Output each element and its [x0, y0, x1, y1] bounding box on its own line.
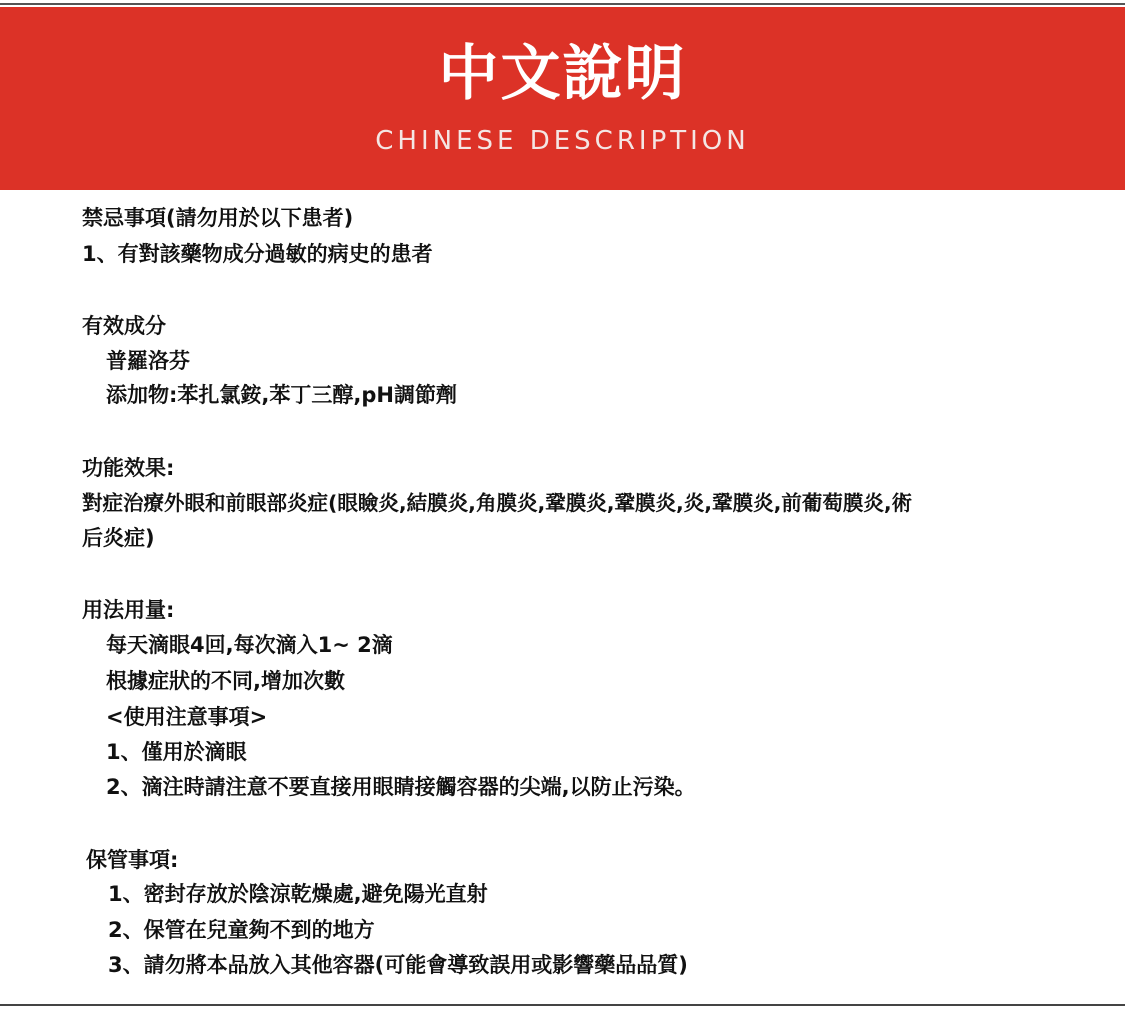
- effects-line: 對症治療外眼和前眼部炎症(眼瞼炎,結膜炎,角膜炎,鞏膜炎,鞏膜炎,炎,鞏膜炎,前葡萄膜炎,術: [82, 491, 913, 515]
- page-title: 中文說明: [438, 39, 687, 109]
- usage-notes-heading: <使用注意事項>: [106, 705, 268, 729]
- bottom-border: [0, 1004, 1125, 1006]
- dosage-item: 2、滴注時請注意不要直接用眼睛接觸容器的尖端,以防止污染。: [106, 775, 696, 799]
- header-banner: [0, 7, 1125, 190]
- dosage-item: 1、僅用於滴眼: [106, 740, 247, 764]
- storage-item: 1、密封存放於陰涼乾燥處,避免陽光直射: [108, 882, 488, 906]
- ingredients-item: 普羅洛芬: [106, 349, 190, 373]
- storage-heading: 保管事項:: [86, 848, 179, 872]
- dosage-heading: 用法用量:: [82, 598, 175, 622]
- effects-line: 后炎症): [82, 526, 155, 550]
- dosage-item: 根據症狀的不同,增加次數: [106, 669, 345, 693]
- top-border: [0, 0, 1125, 5]
- effects-heading: 功能效果:: [82, 456, 175, 480]
- ingredients-item: 添加物:苯扎氯銨,苯丁三醇,pH調節劑: [106, 383, 457, 407]
- description-body: [0, 190, 1125, 1002]
- ingredients-heading: 有效成分: [82, 314, 166, 338]
- contraindications-item: 1、有對該藥物成分過敏的病史的患者: [82, 242, 433, 266]
- dosage-item: 每天滴眼4回,每次滴入1~ 2滴: [106, 633, 393, 657]
- storage-item: 2、保管在兒童夠不到的地方: [108, 918, 375, 942]
- storage-item: 3、請勿將本品放入其他容器(可能會導致誤用或影響藥品品質): [108, 953, 688, 977]
- page-subtitle: CHINESE DESCRIPTION: [375, 126, 750, 156]
- contraindications-heading: 禁忌事項(請勿用於以下患者): [82, 206, 354, 230]
